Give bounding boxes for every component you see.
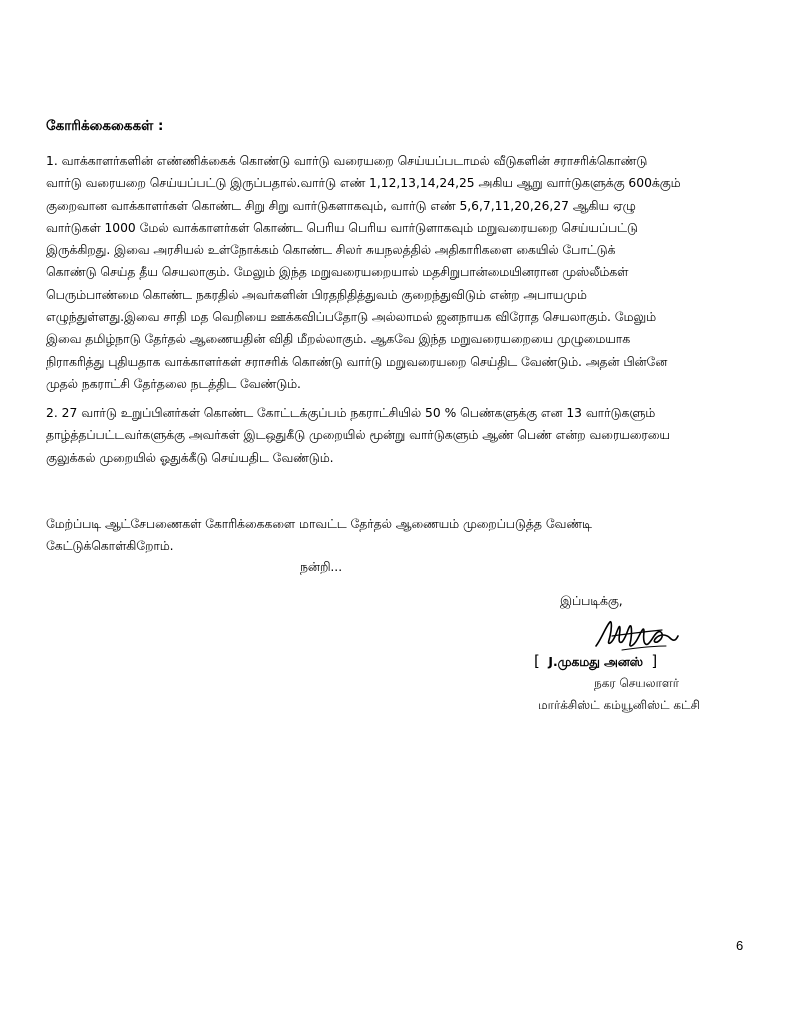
paragraph-line: கொண்டு செய்த தீய செயலாகும். மேலும் இந்த மறுவரையறையால் மதசிறுபான்மையினரான முஸ்லீம்கள்	[46, 265, 629, 280]
handwritten-signature	[592, 616, 682, 656]
signature-greeting: இப்படிக்கு,	[560, 594, 623, 608]
paragraph-line: இவை தமிழ்நாடு தேர்தல் ஆணையதின் விதி மீறல்லாகும். ஆகவே இந்த மறுவரையறையை முழுமையாக	[46, 332, 631, 347]
paragraph-line: முதல் நகராட்சி தேர்தலை நடத்திட வேண்டும்.	[46, 376, 301, 391]
paragraph-line: குறைவான வாக்காளர்கள் கொண்ட சிறு சிறு வார்டுகளாகவும், வார்டு எண் 5,6,7,11,20,26,27 ஆகிய ஏழு	[46, 198, 636, 213]
requests-heading: கோரிக்கைகைகள் :	[46, 118, 164, 134]
signatory-party: மார்க்சிஸ்ட் கம்யூனிஸ்ட் கட்சி	[538, 698, 700, 712]
paragraph-line: 1. வாக்காளர்களின் எண்ணிக்கைக் கொண்டு வார்டு வரையறை செய்யப்படாமல் வீடுகளின் சராசரிக்கொண்டு	[46, 154, 648, 168]
paragraph-line: குலுக்கல் முறையில் ஓதுக்கீடு செய்யதிட வேண்டும்.	[46, 450, 334, 465]
name-close-bracket: ]	[651, 652, 658, 670]
paragraph-line: கேட்டுக்கொள்கிறோம்.	[46, 539, 174, 554]
signatory-name	[534, 652, 657, 671]
paragraph-line: 2. 27 வார்டு உறுப்பினர்கள் கொண்ட கோட்டக்குப்பம் நகராட்சியில் 50 % பெண்களுக்கு என 13 வார்டுகளும்	[46, 406, 656, 420]
paragraph-line: வார்டுகள் 1000 மேல் வாக்காளர்கள் கொண்ட பெரிய பெரிய வார்டுளாகவும் மறுவரையறை செய்யப்பட்டு	[46, 220, 638, 235]
thanks-text: நன்றி...	[300, 560, 343, 574]
paragraph-line: எழுந்துள்ளது.இவை சாதி மத வெறியை ஊக்கவிப்பதோடு அல்லாமல் ஜனநாயக விரோத செயலாகும். மேலும்	[46, 310, 656, 325]
paragraph-line: வார்டு வரையறை செய்யப்பட்டு இருப்பதால்.வார்டு எண் 1,12,13,14,24,25 அகிய ஆறு வார்டுகளுக்கு 600க்கும்	[46, 176, 681, 191]
page-number: 6	[736, 938, 744, 953]
paragraph-line: தாழ்த்தப்பட்டவர்களுக்கு அவர்கள் இடஒதுகீடு முறையில் மூன்று வார்டுகளும் ஆண் பெண் என்ற வரையரையை	[46, 428, 670, 443]
paragraph-line: நிராகரித்து புதியதாக வாக்காளர்கள் சராசரிக் கொண்டு வார்டு மறுவரையறை செய்திட வேண்டும். அதன் பின்னே	[46, 354, 668, 369]
signatory-name-text: J.முகமது அனஸ்	[548, 655, 643, 669]
paragraph-line: மேற்ப்படி ஆட்சேபணைகள் கோரிக்கைகளை மாவட்ட தேர்தல் ஆணையம் முறைப்படுத்த வேண்டி	[46, 517, 592, 531]
paragraph-line: பெரும்பாண்மை கொண்ட நகரதில் அவர்களின் பிரதநிதித்துவம் குறைந்துவிடும் என்ற அபாயமும்	[46, 287, 587, 302]
name-open-bracket: [	[534, 652, 540, 670]
signatory-title: நகர செயலாளர்	[594, 676, 679, 690]
closing-paragraph	[46, 513, 756, 558]
paragraph-line: இருக்கிறது. இவை அரசியல் உள்நோக்கம் கொண்ட சிலர் சுயநலத்தில் அதிகாரிகளை கையில் போட்டுக்	[46, 243, 616, 258]
request-paragraph-2	[46, 402, 756, 469]
request-paragraph-1	[46, 150, 756, 395]
